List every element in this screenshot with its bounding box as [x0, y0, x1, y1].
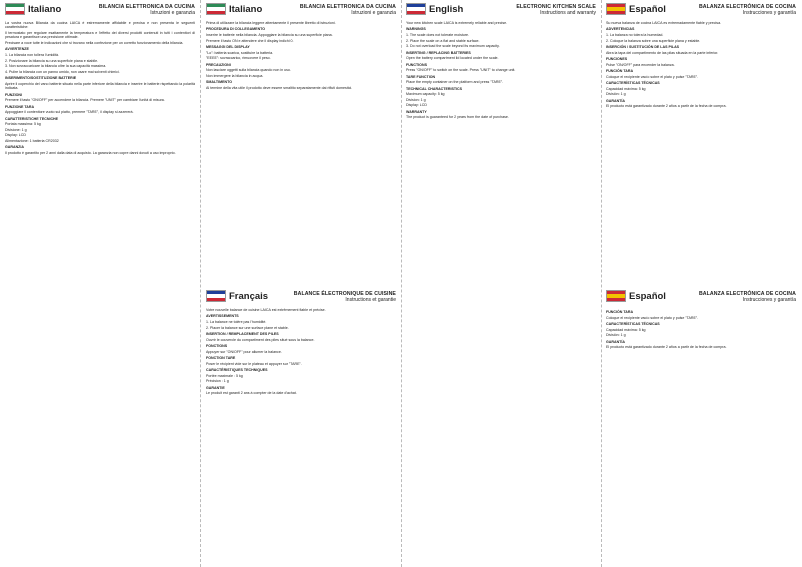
page-body: [606, 21, 796, 283]
paragraph: 2. Posizionare la bilancia su una superficie piana e stabile.: [5, 58, 99, 63]
page-subtitle: Instrucciones y garantía: [742, 297, 796, 303]
page-title: BILANCIA ELETTRONICA DA CUCINA Istruzioni e garanzia: [299, 4, 396, 16]
flag-icon: [206, 290, 226, 302]
paragraph: Open the battery compartment lid located under the scale.: [406, 56, 499, 61]
language-label: Español: [629, 291, 666, 302]
paragraph: 1. The scale does not tolerate moisture.: [406, 33, 470, 37]
paragraph: Il termostato per regolare esattamente la temperatura e l'effetto dei diversi prodotti contenuti in tutti i contenitori di pesatura e garantisce una precisione ottimale.: [5, 31, 195, 40]
paragraph: Abra la tapa del compartimento de las pilas situada en la parte inferior.: [606, 50, 719, 55]
section-heading: WARNINGS: [406, 27, 426, 32]
section-heading: ADVERTENCIAS: [606, 27, 635, 32]
section-heading: AVVERTENZE: [5, 47, 29, 52]
paragraph: La vostra nuova Bilancia da cucina LAICA è estremamente affidabile e precisa e non presenta le seguenti caratteristiche:: [5, 21, 195, 30]
paragraph: Maximum capacity: 5 kg: [406, 92, 445, 97]
paragraph: Precisare a voce tutte le indicazioni che si trovano nella confezione per un corretto funzionamento della bilancia.: [5, 41, 184, 45]
paragraph: 1. La balanza no tolera la humedad.: [606, 33, 664, 37]
fold-line: [401, 0, 402, 567]
section-heading: PROCEDURA DI COLLEGAMENTO: [206, 27, 266, 32]
page-title: BILANCIA ELETTRONICA DA CUCINA Istruzioni e garanzia: [98, 4, 195, 16]
paragraph: 4. Pulire la bilancia con un panno umido, non usare mai solventi chimici.: [5, 69, 120, 74]
page-espanol-1: [606, 3, 796, 283]
section-heading: FONCTION TARE: [206, 356, 236, 360]
page-title: ELECTRONIC KITCHEN SCALE Instructions and warranty: [516, 4, 596, 16]
fold-line: [601, 0, 602, 567]
section-heading: FUNCIÓN TARA: [606, 69, 634, 73]
flag-icon: [606, 3, 626, 15]
paragraph: Su nueva balanza de cocina LAICA es extremadamente fiable y precisa.: [606, 21, 722, 25]
section-heading: INSERIMENTO/SOSTITUZIONE BATTERIE: [5, 76, 77, 81]
page-body: [5, 21, 195, 563]
paragraph: Appoggiare il contenitore vuoto sul piatto, premere "TARE", il display si azzererà.: [5, 110, 134, 115]
paragraph: Pulse "ON/OFF" para encender la balanza.: [606, 62, 675, 67]
paragraph: 3. Non sovraccaricare la bilancia oltre la sua capacità massima.: [5, 64, 107, 69]
page-header: [406, 3, 596, 17]
paragraph: Display: LCD: [406, 103, 427, 108]
paragraph: División: 1 g: [606, 92, 626, 97]
paragraph: Display: LCD: [5, 133, 26, 138]
paragraph: Divisione: 1 g: [5, 127, 27, 132]
section-heading: AVERTISSEMENTS: [206, 314, 239, 319]
paragraph: 2. Place the scale on a flat and stable surface.: [406, 38, 480, 43]
section-heading: FUNZIONE TARA: [5, 104, 35, 109]
paragraph: Non immergere la bilancia in acqua.: [206, 73, 264, 78]
page-espanol-2: [606, 290, 796, 563]
flag-icon: [606, 290, 626, 302]
paragraph: Capacidad máxima: 5 kg: [606, 86, 646, 91]
language-label: Italiano: [28, 4, 62, 15]
section-heading: CARACTERÍSTICAS TÉCNICAS: [606, 81, 660, 85]
paragraph: Votre nouvelle balance de cuisine LAICA est extrêmement fiable et précise.: [206, 308, 326, 312]
language-label: Español: [629, 4, 666, 15]
section-heading: TECHNICAL CHARACTERISTICS: [406, 86, 463, 91]
paragraph: Non lasciare oggetti sulla bilancia quando non in uso.: [206, 68, 291, 73]
section-heading: GARANZIA: [5, 145, 24, 150]
paragraph: Coloque el recipiente vacío sobre el plato y pulse "TARE".: [606, 315, 699, 320]
paragraph: El producto está garantizado durante 2 años a partir de la fecha de compra.: [606, 345, 727, 350]
page-header: [606, 3, 796, 17]
paragraph: Aprire il coperchio del vano batterie situato nella parte inferiore della bilancia e inserire le batterie rispettando la polarità indicata.: [5, 81, 195, 91]
section-heading: CARACTERÍSTICAS TÉCNICAS: [606, 322, 660, 326]
paragraph: División: 1 g: [606, 333, 626, 338]
paragraph: Press "ON/OFF" to switch on the scale. Press "UNIT" to change unit.: [406, 68, 516, 73]
page-header: [206, 290, 396, 304]
paragraph: Précision : 1 g: [206, 379, 229, 384]
language-label: Français: [229, 291, 269, 302]
page-english: [406, 3, 596, 563]
section-heading: INSERTION / REMPLACEMENT DES PILES: [206, 332, 279, 336]
fold-line: [200, 0, 201, 567]
paragraph: Prima di utilizzare la bilancia leggere attentamente il presente libretto di istruzioni.: [206, 21, 336, 25]
section-heading: FUNZIONI: [5, 92, 22, 97]
page-subtitle: Instructions and warranty: [540, 10, 596, 16]
page-body: [406, 21, 596, 563]
page-title: BALANCE ÉLECTRONIQUE DE CUISINE Instructions et garantie: [293, 291, 396, 303]
paragraph: Poser le récipient vide sur le plateau et appuyer sur "TARE".: [206, 361, 302, 366]
section-heading: FONCTIONS: [206, 344, 228, 348]
paragraph: Place the empty container on the platform and press "TARE".: [406, 80, 504, 85]
page-header: [206, 3, 396, 17]
section-heading: PRECAUZIONI: [206, 62, 231, 67]
paragraph: Alimentazione: 1 batteria CR2032: [5, 138, 59, 143]
paragraph: Your new kitchen scale LAICA is extremely reliable and precise.: [406, 21, 508, 25]
paragraph: Le produit est garanti 2 ans à compter de la date d'achat.: [206, 391, 297, 396]
language-label: English: [429, 4, 464, 15]
section-heading: GARANTIE: [206, 385, 225, 390]
page-header: [606, 290, 796, 304]
page-title: BALANZA ELECTRÓNICA DE COCINA Instrucciones y garantía: [698, 4, 796, 16]
paragraph: Capacidad máxima: 5 kg: [606, 327, 646, 332]
flag-icon: [406, 3, 426, 15]
page-subtitle: Istruzioni e garanzia: [351, 10, 396, 16]
flag-icon: [5, 3, 25, 15]
paragraph: Premere il tasto ON e attendere che il display indichi 0.: [206, 38, 294, 43]
section-heading: GARANTÍA: [606, 339, 625, 344]
paragraph: "EEEE": sovraccarico, rimuovere il peso.: [206, 56, 271, 61]
page-subtitle: Instructions et garantie: [345, 297, 396, 303]
flag-icon: [206, 3, 226, 15]
page-francais: [206, 290, 396, 563]
section-heading: WARRANTY: [406, 109, 427, 114]
paragraph: Al termine della vita utile il prodotto deve essere smaltito separatamente dai rifiuti domestici.: [206, 85, 353, 90]
paragraph: 1. La bilancia non tollera l'umidità.: [5, 53, 60, 57]
section-heading: FUNCIÓN TARA: [606, 310, 634, 314]
page-subtitle: Istruzioni e garanzia: [150, 10, 195, 16]
paragraph: Division: 1 g: [406, 97, 426, 102]
paragraph: El producto está garantizado durante 2 años a partir de la fecha de compra.: [606, 104, 727, 109]
paragraph: Il prodotto è garantito per 2 anni dalla data di acquisto. La garanzia non copre danni dovuti a uso improprio.: [5, 150, 176, 155]
paragraph: The product is guaranteed for 2 years from the date of purchase.: [406, 115, 509, 120]
section-heading: TARE FUNCTION: [406, 74, 436, 79]
section-heading: CARATTERISTICHE TECNICHE: [5, 116, 59, 121]
section-heading: FUNCTIONS: [406, 62, 427, 67]
paragraph: Coloque el recipiente vacío sobre el plato y pulse "TARE".: [606, 74, 699, 79]
paragraph: Portée maximale : 5 kg: [206, 373, 243, 378]
page-subtitle: Instrucciones y garantía: [742, 10, 796, 16]
page-title: BALANZA ELECTRÓNICA DE COCINA Instrucciones y garantía: [698, 291, 796, 303]
paragraph: Premere il tasto "ON/OFF" per accendere la bilancia. Premere "UNIT" per cambiare l'unità di misura.: [5, 98, 165, 103]
paragraph: 2. Coloque la balanza sobre una superficie plana y estable.: [606, 38, 701, 43]
paragraph: 2. Placer la balance sur une surface plane et stable.: [206, 325, 289, 330]
section-heading: INSERCIÓN / SUSTITUCIÓN DE LAS PILAS: [606, 45, 680, 49]
paragraph: "Lo": batteria scarica, sostituire la batteria.: [206, 50, 274, 55]
page-body: [606, 308, 796, 563]
page-body: [206, 308, 396, 563]
paragraph: Portata massima: 5 kg: [5, 122, 41, 127]
section-heading: FUNCIONES: [606, 57, 628, 61]
page-header: [5, 3, 195, 17]
section-heading: MESSAGGI DEL DISPLAY: [206, 45, 250, 49]
page-italiano-1: [5, 3, 195, 563]
language-label: Italiano: [229, 4, 263, 15]
paragraph: 1. La balance ne tolère pas l'humidité.: [206, 320, 267, 324]
section-heading: SMALTIMENTO: [206, 80, 233, 85]
section-heading: GARANTÍA: [606, 98, 625, 103]
section-heading: CARACTÉRISTIQUES TECHNIQUES: [206, 368, 268, 372]
paragraph: Appuyer sur "ON/OFF" pour allumer la balance.: [206, 349, 282, 354]
paragraph: Inserire le batterie nella bilancia. Appoggiare la bilancia su una superficie piana.: [206, 33, 333, 37]
paragraph: 3. Do not overload the scale beyond its maximum capacity.: [406, 44, 500, 49]
paragraph: Ouvrir le couvercle du compartiment des piles situé sous la balance.: [206, 337, 315, 342]
section-heading: INSERTING / REPLACING BATTERIES: [406, 50, 471, 55]
